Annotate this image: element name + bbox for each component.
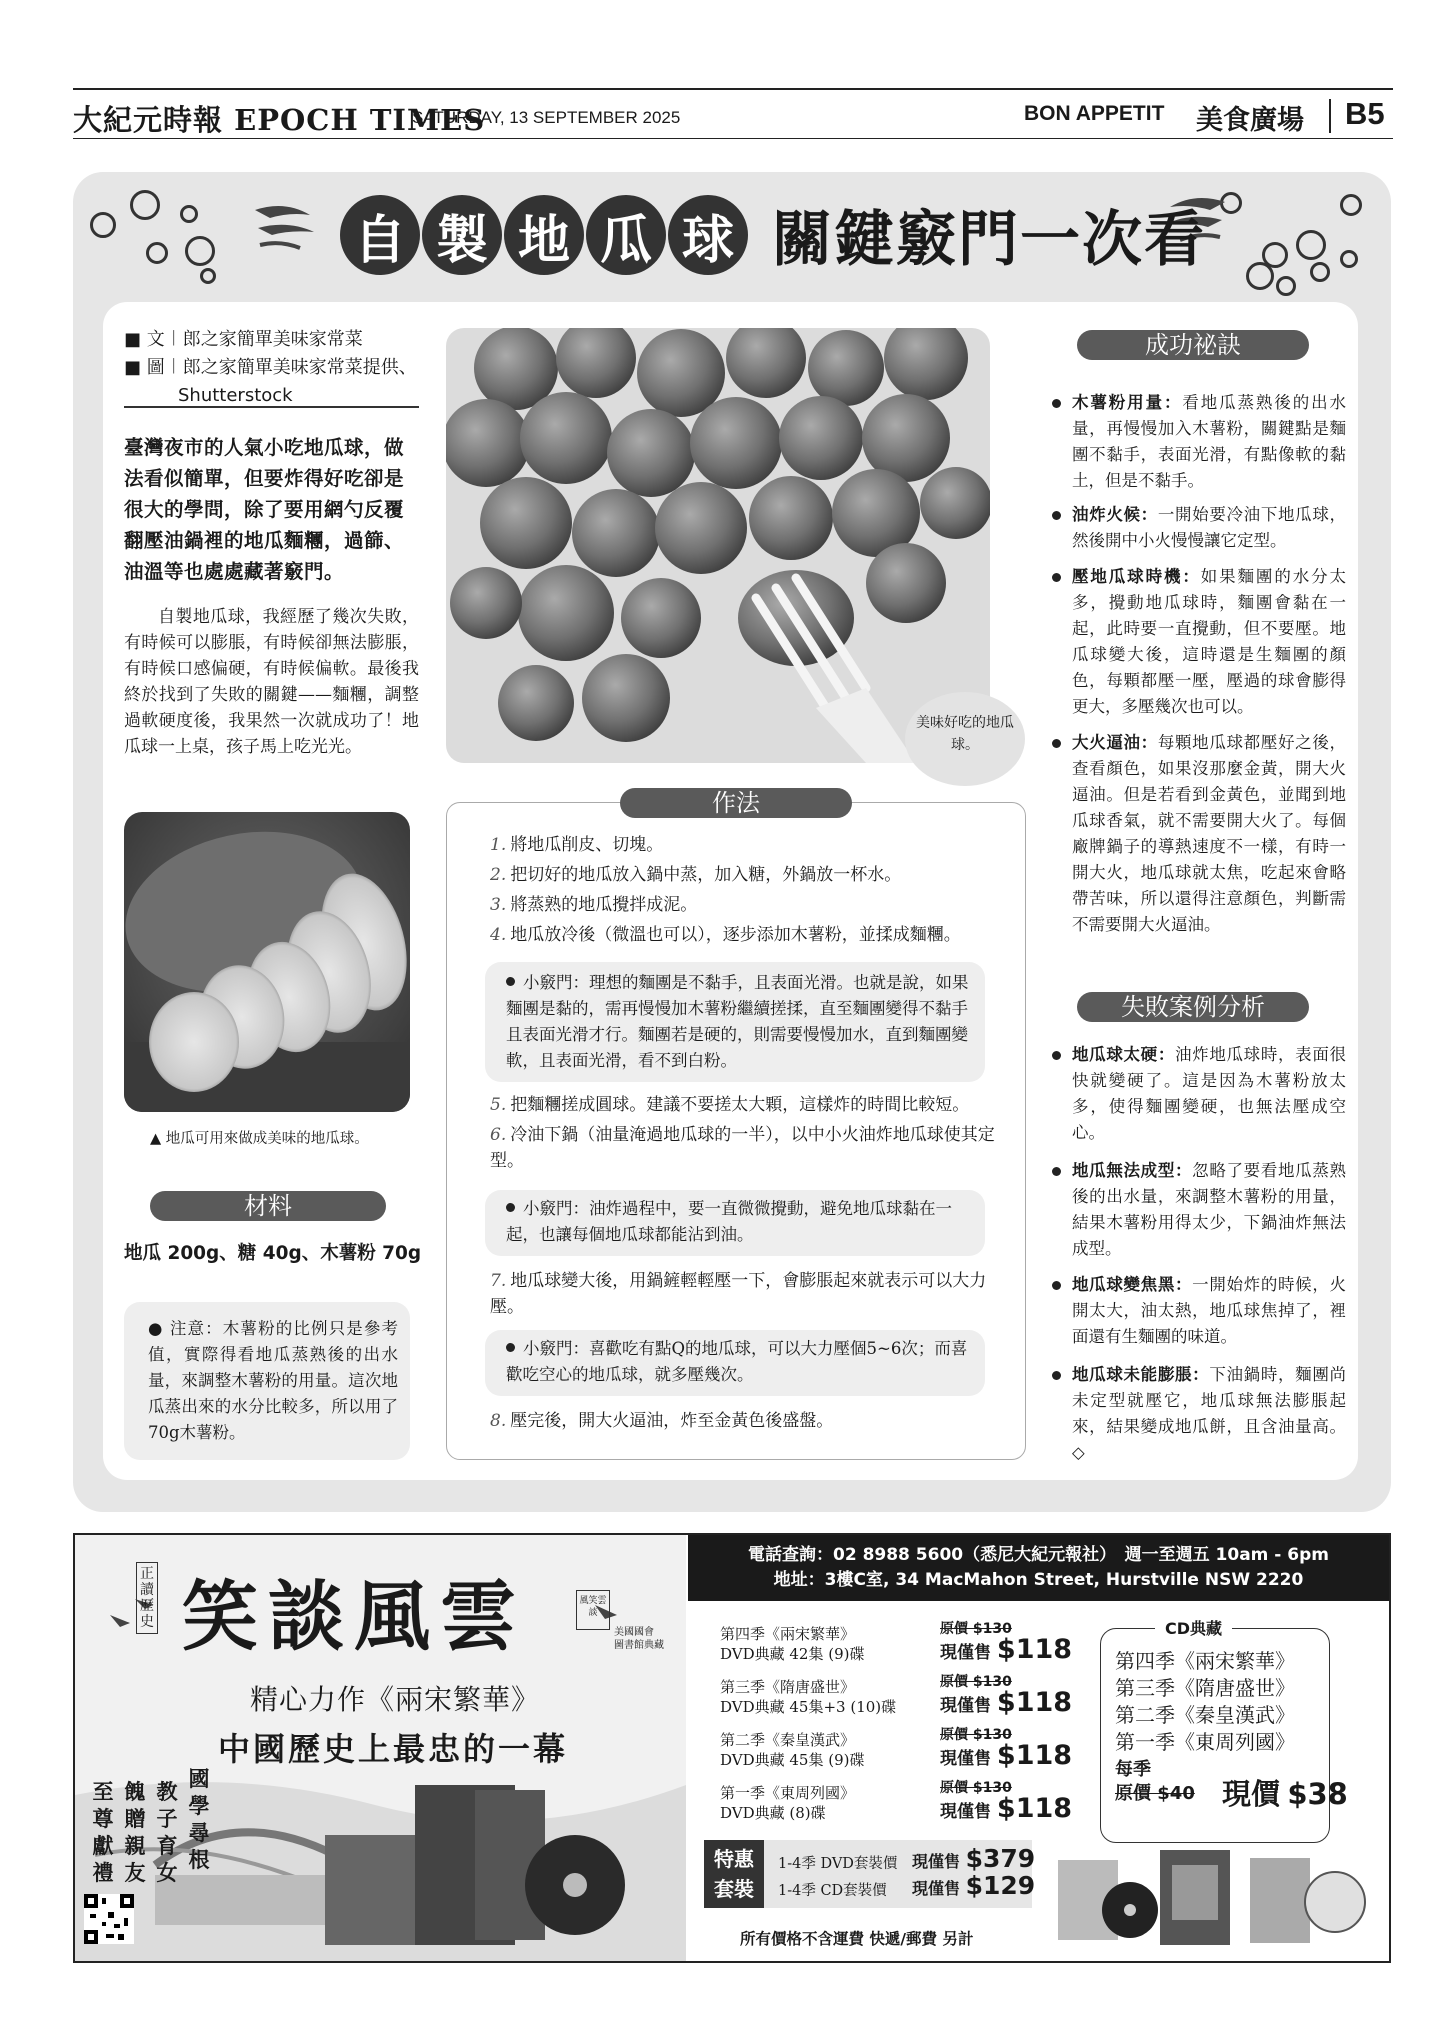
failure-item: 地瓜球變焦黑：一開始炸的時候，火開太大，油太熱，地瓜球焦掉了，裡面還有生麵團的味道。 — [1050, 1272, 1346, 1350]
product-price: 現僅售 $118 — [940, 1634, 1073, 1665]
ad-vertical-tag: 正讀歷史 — [136, 1562, 158, 1634]
sweet-potato-balls-photo — [446, 328, 990, 763]
secret-item: 木薯粉用量：看地瓜蒸熟後的出水量，再慢慢加入木薯粉，關鍵點是麵團不黏手，表面光滑，有點像軟的黏土，但是不黏手。 — [1050, 390, 1346, 494]
byline-image: ■ 圖︱郎之家簡單美味家常菜提供、 — [124, 357, 417, 378]
method-step: 6. 冷油下鍋（油量淹過地瓜球的一半），以中小火油炸地瓜球使其定型。 — [490, 1125, 995, 1171]
bullet-icon — [1052, 1371, 1061, 1380]
ad-address: 地址：3樓C室, 34 MacMahon Street, Hurstville NSW 2220 — [773, 1570, 1304, 1590]
article-title — [340, 192, 1206, 278]
ad-vertical-text: 餽贈親友 — [124, 1779, 146, 1885]
title-rest: 關鍵竅門一次看 — [772, 205, 1206, 275]
bubble-decoration — [180, 205, 198, 223]
qr-code-icon[interactable] — [84, 1894, 134, 1944]
failure-item: 地瓜無法成型：忽略了要看地瓜蒸熟後的出水量，來調整木薯粉的用量，結果木薯粉用得太少，下鍋油炸無法成型。 — [1050, 1158, 1346, 1262]
bullet-icon — [1052, 511, 1061, 520]
bullet-icon — [1052, 1167, 1061, 1176]
title-char: 地 — [504, 195, 584, 275]
product-title: 第一季《東周列國》 DVD典藏 (8)碟 — [720, 1784, 856, 1822]
bubble-decoration — [90, 212, 116, 238]
note-text: ● 注意：木薯粉的比例只是參考值，實際得看地瓜蒸熟後的出水量，來調整木薯粉的用量。這次地瓜蒸出來的水分比較多，所以用了70g木薯粉。 — [148, 1319, 398, 1442]
product-price: 現僅售 $118 — [940, 1740, 1073, 1771]
bubble-decoration — [1310, 262, 1330, 282]
product-price: 現僅售 $118 — [940, 1793, 1073, 1824]
bubble-decoration — [1340, 194, 1362, 216]
method-step: 5. 把麵糰搓成圓球。建議不要搓太大顆，這樣炸的時間比較短。 — [490, 1095, 970, 1115]
ad-contact-bar — [688, 1535, 1389, 1601]
ad-footer-note: 所有價格不含運費 快遞/郵費 另計 — [740, 1930, 974, 1948]
dvd-product-image — [1050, 1840, 1370, 1952]
publication-date: SATURDAY, 13 SEPTEMBER 2025 — [412, 108, 681, 127]
special-tag: 特惠 套裝 — [704, 1840, 764, 1908]
product-title: 第三季《隋唐盛世》 DVD典藏 45集+3 (10)碟 — [720, 1678, 897, 1716]
ad-tagline: 精心力作《兩宋繁華》 — [250, 1683, 541, 1716]
tip-text: 小竅門：理想的麵團是不黏手，且表面光滑。也就是說，如果麵團是黏的，需再慢慢加木薯粉繼續搓揉，直至麵團變得不黏手且表面光滑才行。麵團若是硬的，則需要慢慢加水，直到麵團變軟，且表面光滑，看不到白粉。 — [506, 973, 969, 1070]
ingredients-list: 地瓜 200g、糖 40g、木薯粉 70g — [124, 1243, 422, 1264]
bubble-decoration — [200, 268, 216, 284]
byline-rule — [124, 406, 419, 408]
byline-source: Shutterstock — [178, 385, 293, 406]
product-old-price: 原價 $130 — [940, 1780, 1012, 1796]
masthead: 大紀元時報 EPOCH TIMES — [73, 103, 486, 137]
product-title: 第二季《秦皇漢武》 DVD典藏 45集 (9)碟 — [720, 1731, 865, 1769]
product-old-price: 原價 $130 — [940, 1727, 1012, 1743]
method-step: 2. 把切好的地瓜放入鍋中蒸，加入糖，外鍋放一杯水。 — [490, 865, 902, 885]
cd-price: 現價 $38 — [1222, 1777, 1348, 1811]
byline — [124, 326, 419, 410]
bubble-decoration — [1276, 276, 1296, 296]
bullet-icon — [1052, 573, 1061, 582]
ingredients-heading: 材料 — [150, 1191, 386, 1221]
tip-text: 小竅門：喜歡吃有點Q的地瓜球，可以大力壓個5~6次；而喜歡吃空心的地瓜球，就多壓幾次。 — [506, 1339, 968, 1384]
header-rule — [73, 138, 1393, 139]
bubble-decoration — [1246, 262, 1274, 290]
cd-list: 第四季《兩宋繁華》 第三季《隋唐盛世》 第二季《秦皇漢武》 第一季《東周列國》 — [1115, 1649, 1295, 1754]
bundle-price: 現僅售 $129 — [912, 1871, 1036, 1900]
bullet-icon — [1052, 399, 1061, 408]
product-old-price: 原價 $130 — [940, 1674, 1012, 1690]
secret-item: 壓地瓜球時機：如果麵團的水分太多，攪動地瓜球時，麵團會黏在一起，此時要一直攪動，但不要壓。地瓜球變大後，這時還是生麵團的顏色，每顆都壓一壓，壓過的球會膨得更大，多壓幾次也可以。 — [1050, 564, 1346, 720]
method-step: 4. 地瓜放冷後（微溫也可以），逐步添加木薯粉，並揉成麵糰。 — [490, 925, 961, 945]
method-step: 1. 將地瓜削皮、切塊。 — [490, 835, 664, 855]
method-step: 7. 地瓜球變大後，用鍋鏟輕輕壓一下，會膨脹起來就表示可以大力壓。 — [490, 1271, 987, 1317]
bubble-decoration — [185, 236, 215, 266]
bullet-icon — [506, 977, 515, 986]
bullet-icon — [1052, 1051, 1061, 1060]
title-char: 球 — [668, 195, 748, 275]
photo-caption: ▲ 地瓜可用來做成美味的地瓜球。 — [150, 1131, 369, 1147]
tip-text: 小竅門：油炸過程中，要一直微微攪動，避免地瓜球黏在一起，也讓每個地瓜球都能沾到油。 — [506, 1199, 952, 1244]
bubble-decoration — [130, 190, 160, 220]
failure-item: 地瓜球太硬：油炸地瓜球時，表面很快就變硬了。這是因為木薯粉放太多，使得麵團變硬，也無法壓成空心。 — [1050, 1042, 1346, 1146]
ad-vertical-text: 教子育女 — [156, 1779, 178, 1885]
bullet-icon — [506, 1343, 515, 1352]
title-char: 自 — [340, 195, 420, 275]
product-price: 現僅售 $118 — [940, 1687, 1073, 1718]
method-heading: 作法 — [620, 788, 852, 818]
ad-phone[interactable]: 電話查詢：02 8988 5600（悉尼大紀元報社） 週一至週五 10am - 6pm — [748, 1545, 1329, 1565]
photo-caption: 美味好吃的地瓜球。 — [916, 715, 1014, 753]
bullet-icon — [1052, 1281, 1061, 1290]
bundle-price: 現僅售 $379 — [912, 1844, 1036, 1873]
title-char: 瓜 — [586, 195, 666, 275]
cd-heading: CD典藏 — [1155, 1616, 1232, 1639]
section-name-zh: 美食廣場 — [1196, 105, 1304, 135]
bundle-label: 1-4季 CD套裝價 — [778, 1883, 887, 1899]
bullet-icon — [506, 1203, 515, 1212]
splash-icon — [250, 200, 320, 255]
article-intro: 自製地瓜球，我經歷了幾次失敗，有時候可以膨脹，有時候卻無法膨脹，有時候口感偏硬，有時候偏軟。最後我終於找到了失敗的關鍵——麵糰，調整過軟硬度後，我果然一次就成功了！地瓜球一上桌，孩子馬上吃光光。 — [124, 607, 419, 757]
bundle-label: 1-4季 DVD套裝價 — [778, 1856, 898, 1872]
header-rule — [73, 88, 1393, 90]
byline-text: ■ 文︱郎之家簡單美味家常菜 — [124, 329, 363, 350]
secret-item: 油炸火候：一開始要冷油下地瓜球，然後開中小火慢慢讓它定型。 — [1050, 502, 1346, 554]
product-title: 第四季《兩宋繁華》 DVD典藏 42集 (9)碟 — [720, 1625, 865, 1663]
sweet-potato-photo — [124, 812, 410, 1112]
cd-price-old: 每季 原價 $40 — [1115, 1759, 1195, 1804]
bubble-decoration — [1340, 250, 1358, 268]
secrets-heading: 成功祕訣 — [1077, 330, 1309, 360]
title-char: 製 — [422, 195, 502, 275]
method-step: 8. 壓完後，開大火逼油，炸至金黃色後盛盤。 — [490, 1411, 834, 1431]
ad-seal-text: 美國國會 圖書館典藏 — [614, 1627, 664, 1651]
bullet-icon — [1052, 739, 1061, 748]
bubble-decoration — [1296, 230, 1326, 260]
secret-item: 大火逼油：每顆地瓜球都壓好之後，查看顏色，如果沒那麼金黃，開大火逼油。但是若看到金黃色，並聞到地瓜球香氣，就不需要開大火了。每個廠牌鍋子的導熱速度不一樣，有時一開大火，地瓜球就太焦，吃起來會略帶苦味，所以還得注意顏色，判斷需不需要開大火逼油。 — [1050, 730, 1346, 938]
failure-heading: 失敗案例分析 — [1077, 992, 1309, 1022]
bubble-decoration — [146, 242, 168, 264]
product-old-price: 原價 $130 — [940, 1621, 1012, 1637]
failure-item: 地瓜球未能膨脹：下油鍋時，麵團尚未定型就壓它，地瓜球無法膨脹起來，結果變成地瓜餅，且含油量高。◇ — [1050, 1362, 1346, 1466]
header-divider — [1329, 99, 1331, 133]
section-name-en: BON APPETIT — [1024, 102, 1165, 125]
page-number: B5 — [1345, 96, 1385, 131]
ad-brand: 笑談風雲 — [182, 1572, 526, 1661]
ad-seal: 風笑雲談 — [576, 1590, 610, 1630]
method-step: 3. 將蒸熟的地瓜攪拌成泥。 — [490, 895, 698, 915]
ad-tagline: 中國歷史上最忠的一幕 — [218, 1730, 569, 1768]
article-lede: 臺灣夜市的人氣小吃地瓜球，做法看似簡單，但要炸得好吃卻是很大的學問，除了要用網勺反覆翻壓油鍋裡的地瓜麵糰，過篩、油溫等也處處藏著竅門。 — [124, 436, 405, 583]
ad-vertical-text: 至尊獻禮 — [92, 1779, 114, 1885]
ad-vertical-text: 國學尋根 — [188, 1766, 210, 1872]
